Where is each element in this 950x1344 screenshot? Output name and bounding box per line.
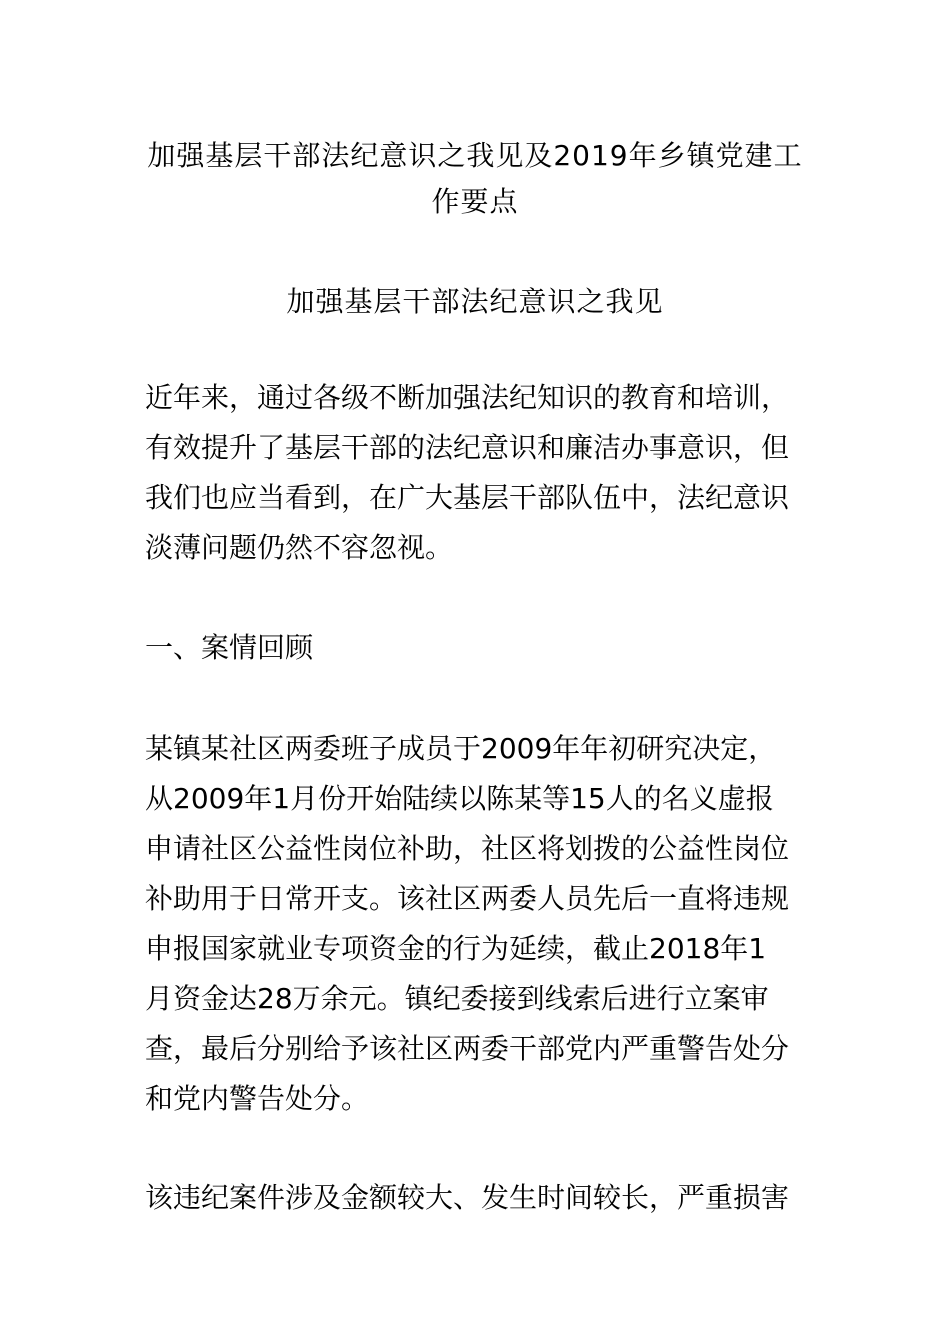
title-line: 加强基层干部法纪意识之我见及2019年乡镇党建工 bbox=[147, 139, 803, 172]
paragraph-line: 申报国家就业专项资金的行为延续，截止2018年1 bbox=[145, 932, 767, 965]
section-heading: 一、案情回顾 bbox=[145, 631, 314, 664]
paragraph-line: 我们也应当看到，在广大基层干部队伍中，法纪意识 bbox=[145, 481, 790, 514]
title-line: 作要点 bbox=[431, 185, 519, 218]
document-title bbox=[120, 133, 830, 225]
paragraph-line: 申请社区公益性岗位补助，社区将划拨的公益性岗位 bbox=[145, 832, 790, 865]
paragraph-line: 近年来，通过各级不断加强法纪知识的教育和培训， bbox=[145, 381, 790, 414]
paragraph-line: 和党内警告处分。 bbox=[145, 1082, 370, 1115]
paragraph-line: 该违纪案件涉及金额较大、发生时间较长，严重损害 bbox=[145, 1181, 790, 1214]
paragraph-line: 补助用于日常开支。该社区两委人员先后一直将违规 bbox=[145, 882, 790, 915]
article-subtitle: 加强基层干部法纪意识之我见 bbox=[286, 285, 664, 318]
intro-paragraph bbox=[145, 373, 815, 573]
analysis-paragraph bbox=[145, 1173, 815, 1223]
case-paragraph bbox=[145, 724, 815, 1124]
paragraph-line: 某镇某社区两委班子成员于2009年年初研究决定， bbox=[145, 732, 777, 765]
paragraph-line: 淡薄问题仍然不容忽视。 bbox=[145, 531, 454, 564]
paragraph-line: 查，最后分别给予该社区两委干部党内严重警告处分 bbox=[145, 1032, 790, 1065]
paragraph-line: 从2009年1月份开始陆续以陈某等15人的名义虚报 bbox=[145, 782, 774, 815]
paragraph-line: 有效提升了基层干部的法纪意识和廉洁办事意识，但 bbox=[145, 431, 790, 464]
paragraph-line: 月资金达28万余元。镇纪委接到线索后进行立案审 bbox=[145, 982, 769, 1015]
